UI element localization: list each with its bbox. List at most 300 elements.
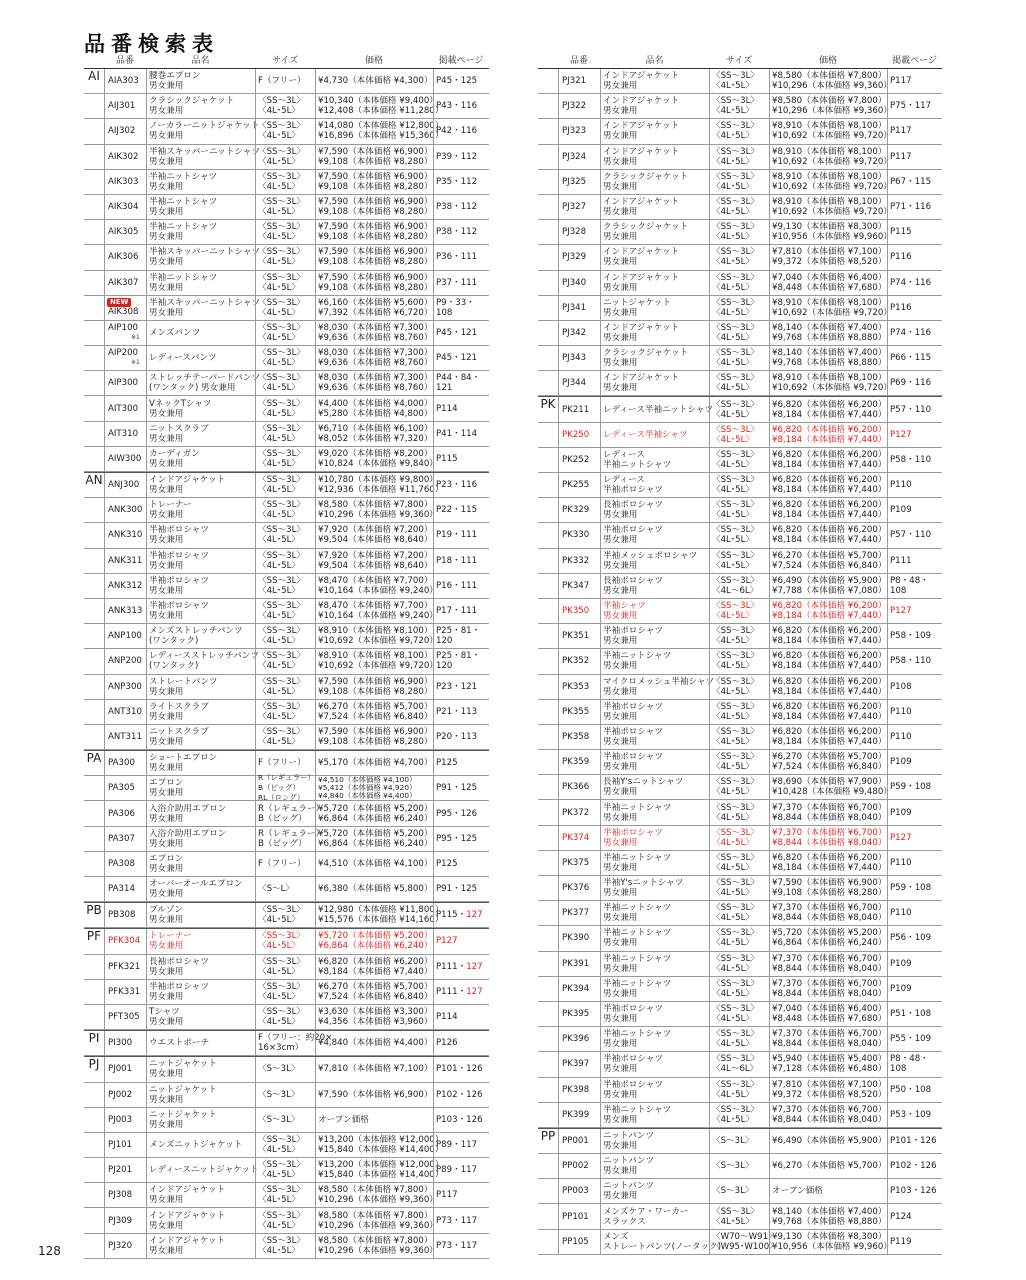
item-price xyxy=(769,851,887,875)
cell-line: 男女兼用 xyxy=(149,813,184,824)
item-size xyxy=(709,624,769,648)
cell-line xyxy=(890,732,942,742)
item-size xyxy=(709,1129,769,1153)
page-number: 128 xyxy=(38,1244,61,1258)
item-price xyxy=(769,296,892,320)
item-price xyxy=(769,1052,887,1076)
item-name xyxy=(600,977,709,1001)
item-code-text: PJ002 xyxy=(108,1089,133,1100)
item-code xyxy=(104,700,146,724)
item-size xyxy=(255,473,315,497)
cell-line: ¥7,128（本体価格 ¥6,480） xyxy=(772,1064,887,1075)
item-name xyxy=(146,321,255,345)
category-label xyxy=(84,1234,104,1258)
item-price xyxy=(315,776,433,800)
cell-line: ¥9,768（本体価格 ¥8,880） xyxy=(772,1216,887,1227)
table-row xyxy=(538,145,942,170)
item-code xyxy=(104,1083,146,1107)
page-ref: P125 xyxy=(436,758,458,769)
item-price xyxy=(769,952,887,976)
cell-line: ¥6,864（本体価格 ¥6,240） xyxy=(318,838,433,849)
page-ref: P117 xyxy=(890,76,912,87)
cell-line: 〈4L･5L〉 xyxy=(258,510,300,521)
item-price xyxy=(315,1108,433,1132)
cell-line: 男女兼用 xyxy=(149,736,184,747)
item-code xyxy=(104,396,146,420)
item-code xyxy=(104,523,146,547)
category-label xyxy=(538,952,558,976)
cell-line: 男女兼用 xyxy=(603,636,638,647)
cell-line: B（ビッグ） xyxy=(258,783,300,793)
category-label xyxy=(84,1158,104,1182)
cell-line: 〈4L･5L〉 xyxy=(712,156,754,167)
cell-line: 半袖ポロシャツ xyxy=(603,827,663,838)
cell-line: 男女兼用 xyxy=(149,510,184,521)
page-ref: P119 xyxy=(890,1236,912,1247)
item-code-text: AIK307 xyxy=(108,277,139,288)
item-price xyxy=(315,801,433,825)
cell-line: ¥8,184（本体価格 ¥7,440） xyxy=(772,611,887,622)
item-price xyxy=(769,220,892,244)
item-page xyxy=(887,1078,942,1102)
cell-line: 男女兼用 xyxy=(603,81,638,92)
item-code xyxy=(558,271,600,295)
table-row xyxy=(84,119,489,144)
item-page xyxy=(887,473,942,497)
cell-line: ¥8,184（本体価格 ¥7,440） xyxy=(772,409,887,420)
cell-line: 男女兼用 xyxy=(603,232,638,243)
cell-line: ¥8,030（本体価格 ¥7,300） xyxy=(318,373,433,384)
page-ref: P74・116 xyxy=(890,327,932,338)
table-row xyxy=(84,1083,489,1108)
cell-line: 半袖ニットシャツ xyxy=(603,903,672,914)
cell-line xyxy=(890,707,942,717)
item-name xyxy=(146,929,255,953)
cell-line: 〈SS〜3L〉 xyxy=(258,1007,305,1018)
item-page xyxy=(433,296,489,320)
cell-line xyxy=(890,1009,942,1019)
item-code-text: PJ308 xyxy=(108,1190,133,1201)
table-row xyxy=(84,955,489,980)
cell-line: 〈SS〜3L〉 xyxy=(712,601,759,612)
cell-line: 〈4L･5L〉 xyxy=(258,1245,300,1256)
cell-line: 〈SS〜3L〉 xyxy=(258,676,305,687)
cell-line: 男女兼用 xyxy=(603,1089,638,1100)
cell-line: 〈4L･5L〉 xyxy=(712,510,754,521)
cell-line: ¥8,910（本体価格 ¥8,100） xyxy=(772,197,887,208)
category-label xyxy=(538,876,558,900)
item-name xyxy=(600,1027,709,1051)
cell-line: 〈SS〜3L〉 xyxy=(258,500,305,511)
item-size xyxy=(255,852,315,876)
cell-line: ¥10,296（本体価格 ¥9,360） xyxy=(318,1220,438,1231)
item-price xyxy=(315,624,438,648)
cell-line: ¥9,108（本体価格 ¥8,280） xyxy=(318,156,433,167)
item-size xyxy=(255,955,315,979)
item-code xyxy=(558,448,600,472)
cell-line: 〈SS〜3L〉 xyxy=(712,71,759,82)
item-code xyxy=(558,800,600,824)
cell-line: 〈4L･5L〉 xyxy=(258,257,300,268)
table-row xyxy=(84,852,489,877)
cell-line: ¥8,184（本体価格 ¥7,440） xyxy=(772,459,887,470)
item-page xyxy=(433,271,489,295)
category-label xyxy=(538,624,558,648)
cell-line: 〈SS〜3L〉 xyxy=(712,676,759,687)
cell-line: ¥8,184（本体価格 ¥7,440） xyxy=(318,966,433,977)
cell-line: 〈4L･5L〉 xyxy=(712,1089,754,1100)
item-page xyxy=(433,220,489,244)
table-row xyxy=(538,423,942,448)
cell-line: 〈SS〜3L〉 xyxy=(258,1185,305,1196)
cell-line: ¥15,576（本体価格 ¥14,160） xyxy=(318,915,444,926)
cell-line: ¥8,910（本体価格 ¥8,100） xyxy=(772,121,887,132)
cell-line: 長袖Y'sニットシャツ xyxy=(603,777,684,788)
cell-line: 〈SS〜3L〉 xyxy=(258,475,305,486)
cell-line xyxy=(436,707,489,717)
item-price xyxy=(769,498,887,522)
item-price xyxy=(315,1057,433,1081)
page-ref: P110 xyxy=(890,706,912,717)
category-label xyxy=(538,145,558,169)
page-ref: P57・110 xyxy=(890,404,932,415)
item-price xyxy=(315,271,433,295)
item-price xyxy=(769,876,887,900)
cell-line: ニットジャケット xyxy=(149,1109,217,1120)
item-price xyxy=(315,195,433,219)
item-price xyxy=(769,245,887,269)
item-code xyxy=(104,195,146,219)
cell-line: 〈4L･5L〉 xyxy=(712,232,754,243)
cell-line: ¥8,910（本体価格 ¥8,100） xyxy=(772,297,887,308)
item-size xyxy=(255,371,315,395)
item-code-text: PK355 xyxy=(562,706,590,717)
cell-line: 〈SS〜3L〉 xyxy=(712,802,759,813)
cell-line: ¥7,590（本体価格 ¥6,900） xyxy=(318,247,433,258)
category-label xyxy=(538,119,558,143)
category-label: PF xyxy=(86,929,102,944)
page-ref: P16・111 xyxy=(436,580,478,591)
item-size xyxy=(709,1078,769,1102)
cell-line: ¥8,844（本体価格 ¥8,040） xyxy=(772,963,887,974)
item-size xyxy=(709,1027,769,1051)
table-row xyxy=(538,649,942,674)
item-code xyxy=(558,549,600,573)
cell-line: 〈4L･5L〉 xyxy=(712,938,754,949)
cell-line: 〈SS〜3L〉 xyxy=(712,247,759,258)
cell-line: 〈SS〜3L〉 xyxy=(712,1054,759,1065)
cell-line: ニットパンツ xyxy=(603,1156,655,1167)
item-name xyxy=(146,447,255,471)
item-code xyxy=(104,980,146,1004)
cell-line xyxy=(436,809,489,819)
cell-line: ¥8,580（本体価格 ¥7,800） xyxy=(318,1210,433,1221)
cell-line: ¥7,524（本体価格 ¥6,840） xyxy=(318,991,433,1002)
page-ref: P51・108 xyxy=(890,1009,932,1020)
cell-line: 入浴介助用エプロン xyxy=(149,803,227,814)
page-ref: P19・111 xyxy=(436,530,478,541)
table-row xyxy=(84,396,489,421)
item-code xyxy=(558,1154,600,1178)
category-label xyxy=(538,675,558,699)
cell-line: 男女兼用 xyxy=(603,535,638,546)
item-code xyxy=(104,69,146,93)
item-size xyxy=(709,574,769,598)
category-label xyxy=(538,1027,558,1051)
page-ref: P42・116 xyxy=(436,126,478,137)
category-label xyxy=(84,877,104,901)
cell-line: ¥6,820（本体価格 ¥6,200） xyxy=(318,956,433,967)
table-header xyxy=(84,54,489,69)
cell-line xyxy=(890,1034,942,1044)
item-code xyxy=(558,649,600,673)
item-size xyxy=(255,321,315,345)
item-name xyxy=(146,1158,259,1182)
item-code-text: PJ309 xyxy=(108,1215,133,1226)
cell-line: ¥10,692（本体価格 ¥9,720） xyxy=(772,181,892,192)
cell-line: 〈SS〜3L〉 xyxy=(258,550,305,561)
cell-line: インドアジャケット xyxy=(603,322,680,333)
item-code-text: PP105 xyxy=(562,1236,589,1247)
cell-line: 〈SS〜3L〉 xyxy=(258,373,305,384)
cell-line: レディース半袖ニットシャツ xyxy=(603,404,714,415)
cell-line xyxy=(890,303,942,313)
item-code-note: ※1 xyxy=(131,333,140,341)
item-name xyxy=(600,195,709,219)
cell-line xyxy=(436,480,489,490)
item-size xyxy=(709,69,769,93)
cell-line: 男女兼用 xyxy=(149,535,184,546)
cell-line: 〈4L･5L〉 xyxy=(258,1170,300,1181)
table-row xyxy=(538,94,942,119)
table-row xyxy=(84,321,489,346)
item-code-text: PJ201 xyxy=(108,1165,133,1176)
category-label xyxy=(538,977,558,1001)
item-price xyxy=(769,826,887,850)
cell-line: 男女兼用 xyxy=(149,232,184,243)
item-code-text: PJ329 xyxy=(562,252,587,263)
cell-line: 〈4L･5L〉 xyxy=(258,991,300,1002)
cell-line xyxy=(436,429,489,439)
cell-line xyxy=(436,126,489,136)
cell-line: 〈4L･5L〉 xyxy=(712,963,754,974)
item-name xyxy=(146,955,255,979)
cell-line: 〈SS〜3L〉 xyxy=(258,348,305,359)
cell-line: 〈SS〜3L〉 xyxy=(712,903,759,914)
item-price xyxy=(315,1158,444,1182)
item-size xyxy=(255,119,315,143)
category-label xyxy=(538,195,558,219)
item-price xyxy=(769,473,887,497)
item-code-text: PA314 xyxy=(108,884,135,895)
table-row xyxy=(84,195,489,220)
cell-line xyxy=(890,586,942,596)
cell-line: ニットジャケット xyxy=(603,297,671,308)
category-label xyxy=(538,220,558,244)
item-code-text: ANK311 xyxy=(108,555,143,566)
item-page xyxy=(433,523,489,547)
cell-line: 〈4L･5L〉 xyxy=(258,611,300,622)
cell-line: 男女兼用 xyxy=(149,763,184,774)
cell-line: 長袖ポロシャツ xyxy=(603,500,663,511)
cell-line: 〈4L･5L〉 xyxy=(258,560,300,571)
cell-line: 〈SS〜3L〉 xyxy=(258,423,305,434)
cell-line: 男女兼用 xyxy=(603,661,638,672)
cell-line: 〈4L･5L〉 xyxy=(712,131,754,142)
item-name xyxy=(600,775,709,799)
cell-line: 〈4L･5L〉 xyxy=(258,711,300,722)
item-page xyxy=(887,574,942,598)
item-page xyxy=(887,1204,942,1228)
category-label xyxy=(538,523,558,547)
cell-line: 〈4L･5L〉 xyxy=(712,812,754,823)
page-ref: P17・111 xyxy=(436,606,478,617)
cell-line: ¥8,910（本体価格 ¥8,100） xyxy=(772,171,887,182)
cell-line: 男女兼用 xyxy=(149,838,184,849)
item-name xyxy=(600,170,709,194)
item-price xyxy=(769,1204,887,1228)
cell-line: ¥14,080（本体価格 ¥12,800） xyxy=(318,121,444,132)
cell-line xyxy=(436,252,489,262)
category-label: PA xyxy=(86,751,102,766)
cell-line: 〈4L〜6L〉 xyxy=(712,1064,759,1075)
item-page xyxy=(433,1183,489,1207)
item-code xyxy=(104,119,146,143)
category-label xyxy=(84,1133,104,1157)
cell-line: ウエストポーチ xyxy=(149,1038,210,1049)
category-label xyxy=(84,1183,104,1207)
cell-line: 〈4L･5L〉 xyxy=(712,106,754,117)
item-price xyxy=(315,549,433,573)
cell-line: ¥3,630（本体価格 ¥3,300） xyxy=(318,1007,433,1018)
cell-line: 〈4L･5L〉 xyxy=(258,686,300,697)
item-size xyxy=(255,523,315,547)
cell-line: ¥9,768（本体価格 ¥8,880） xyxy=(772,332,887,343)
item-size xyxy=(709,397,769,421)
table-row xyxy=(84,170,489,195)
cell-line: ¥6,270（本体価格 ¥5,700） xyxy=(772,550,887,561)
cell-line: 半袖シャツ xyxy=(603,601,646,612)
cell-line: ¥7,370（本体価格 ¥6,700） xyxy=(772,1104,887,1115)
item-code xyxy=(104,574,146,598)
table-row xyxy=(538,1078,942,1103)
page-ref: P58・109 xyxy=(890,631,932,642)
item-page xyxy=(887,901,942,925)
cell-line: 男女兼用 xyxy=(603,711,638,722)
cell-line: 〈4L･5L〉 xyxy=(712,661,754,672)
table-row xyxy=(84,877,489,902)
item-code-text: PK372 xyxy=(562,807,590,818)
header-size: サイズ xyxy=(271,56,299,66)
item-code xyxy=(558,296,600,320)
item-page xyxy=(433,170,489,194)
cell-line: ¥10,164（本体価格 ¥9,240） xyxy=(318,611,438,622)
cell-line: ¥10,296（本体価格 ¥9,360） xyxy=(772,106,892,117)
cell-line: 半袖ニットシャツ xyxy=(603,802,672,813)
table-row xyxy=(538,1230,942,1255)
cell-line: ¥10,824（本体価格 ¥9,840） xyxy=(318,458,438,469)
item-code xyxy=(558,397,600,421)
cell-line: ¥8,140（本体価格 ¥7,400） xyxy=(772,322,887,333)
item-price xyxy=(769,195,892,219)
item-code-text: AIP200 xyxy=(108,348,138,359)
page-ref: P71・116 xyxy=(890,202,932,213)
category-label: PJ xyxy=(88,1057,100,1072)
header-name: 品名 xyxy=(191,56,210,66)
item-size xyxy=(709,1204,769,1228)
item-code xyxy=(558,1204,600,1228)
cell-line xyxy=(436,227,489,237)
item-page xyxy=(433,119,489,143)
table-row xyxy=(538,624,942,649)
item-price xyxy=(769,700,887,724)
cell-line: 男女兼用 xyxy=(603,862,638,873)
cell-line: 半袖ポロシャツ xyxy=(603,525,663,536)
item-price xyxy=(315,69,433,93)
cell-line: 〈S〜3L〉 xyxy=(258,1089,300,1100)
item-name xyxy=(146,1031,255,1055)
item-code xyxy=(558,1179,600,1203)
cell-line: レディースパンツ xyxy=(149,353,217,364)
cell-line: 〈4L･5L〉 xyxy=(258,106,300,117)
cell-line: 男女兼用 xyxy=(149,307,184,318)
cell-line: ¥10,692（本体価格 ¥9,720） xyxy=(318,636,438,647)
cell-line: ストレッチテーパードパンツ xyxy=(149,373,261,384)
cell-line: 〈4L･5L〉 xyxy=(712,837,754,848)
cell-line xyxy=(890,1064,942,1074)
category-label xyxy=(84,675,104,699)
item-code-text: PJ324 xyxy=(562,151,587,162)
cell-line: 男女兼用 xyxy=(603,1140,638,1151)
cell-line: 〈4L･5L〉 xyxy=(258,1144,300,1155)
table-row xyxy=(538,448,942,473)
cell-line xyxy=(436,308,489,318)
item-code-text: PA300 xyxy=(108,758,135,769)
table-row xyxy=(538,195,942,220)
cell-line: 男女兼用 xyxy=(603,358,638,369)
item-code xyxy=(558,1103,600,1127)
table-row xyxy=(538,599,942,624)
item-price xyxy=(769,926,887,950)
item-price xyxy=(769,170,892,194)
cell-line: ¥7,524（本体価格 ¥6,840） xyxy=(772,762,887,773)
item-size xyxy=(709,1103,769,1127)
cell-line: (ワンタック) 男女兼用 xyxy=(149,383,236,394)
cell-line xyxy=(890,202,942,212)
cell-line: クラシックジャケット xyxy=(149,96,235,107)
item-price xyxy=(315,170,433,194)
item-name xyxy=(146,473,255,497)
cell-line: ¥8,910（本体価格 ¥8,100） xyxy=(318,651,433,662)
item-page xyxy=(887,926,942,950)
cell-line: 男女兼用 xyxy=(603,181,638,192)
page-ref: P95・125 xyxy=(436,833,478,844)
item-size xyxy=(709,423,769,447)
table-row xyxy=(538,750,942,775)
item-page xyxy=(887,69,942,93)
cell-line: 〈SS〜3L〉 xyxy=(712,626,759,637)
cell-line: 男女兼用 xyxy=(149,1017,184,1028)
item-page xyxy=(433,549,489,573)
cell-line: 〈SS〜3L〉 xyxy=(712,752,759,763)
cell-line: 〈4L･5L〉 xyxy=(258,1220,300,1231)
cell-line: インドアジャケット xyxy=(149,1185,226,1196)
cell-line: ¥8,844（本体価格 ¥8,040） xyxy=(772,1039,887,1050)
table-row xyxy=(538,220,942,245)
item-size xyxy=(255,170,315,194)
cell-line: ¥6,820（本体価格 ¥6,200） xyxy=(772,726,887,737)
item-page xyxy=(887,1052,942,1076)
